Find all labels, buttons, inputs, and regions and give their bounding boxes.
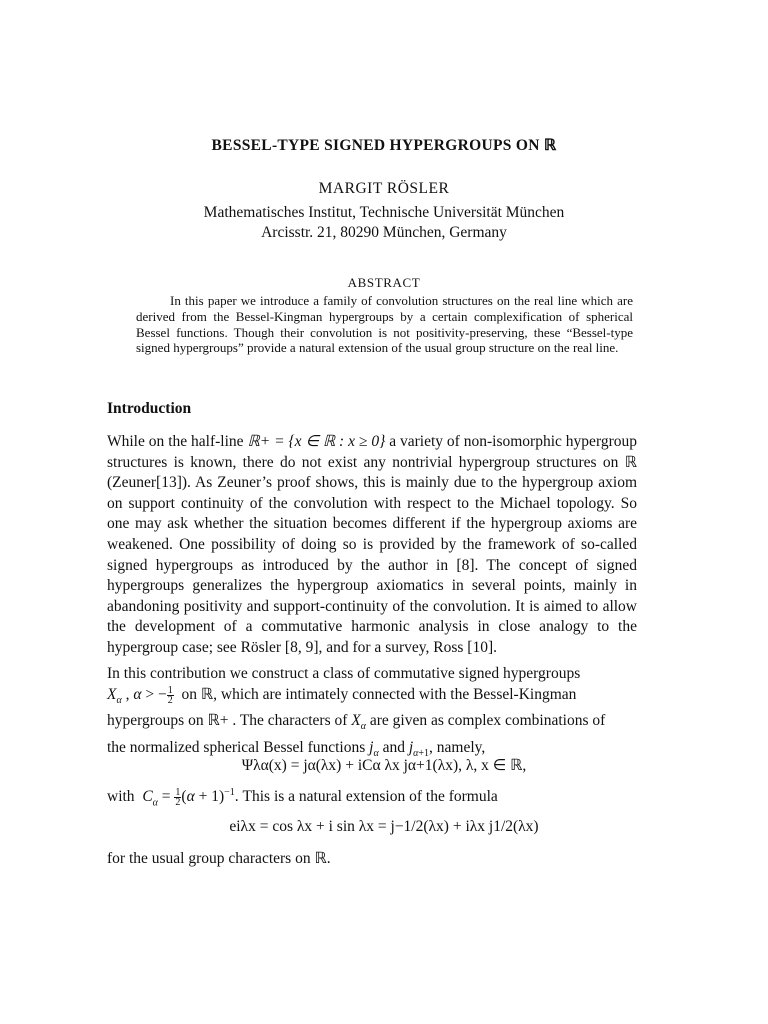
paragraph-2-e: the normalized spherical Bessel functions	[107, 738, 366, 756]
paragraph-2-line-2: $X_\alpha$ , α > − $\frac{1}{2}$ on ℝ, which are intimately connected with the Bessel-Kingman	[107, 684, 577, 706]
author-name: MARGIT RÖSLER	[318, 180, 450, 197]
paragraph-2	[107, 664, 637, 765]
equation-euler: eiλx = cos λx + i sin λx = j−1/2(λx) + iλx j1/2(λx)	[229, 818, 539, 835]
closing-line: for the usual group characters on ℝ.	[107, 850, 331, 867]
paper-title: BESSEL-TYPE SIGNED HYPERGROUPS ON ℝ	[211, 137, 557, 154]
paragraph-2-line-3: hypergroups on ℝ+ . The characters of $X_\alpha$ are given as complex combinations of	[107, 712, 606, 733]
paragraph-2-d: are given as complex combinations of	[369, 712, 606, 730]
paragraph-1	[107, 432, 637, 659]
paragraph-2-line-4: the normalized spherical Bessel functions $j_\alpha$ and $j_{\alpha+1}$, namely,	[107, 738, 486, 760]
paragraph-2-line-1: In this contribution we construct a class of commutative signed hypergroups	[107, 665, 581, 682]
abstract-heading: ABSTRACT	[347, 275, 421, 290]
with-word: with	[107, 788, 135, 806]
paragraph-2-c: hypergroups on ℝ+ . The characters of	[107, 712, 348, 730]
paragraph-1-rest: a variety of non-isomorphic hypergroup structures is known, there do not exist any nontrivial hypergroup structures on ℝ (Zeuner[13]). As Zeuner’s proof shows, this is mainly due to the hypergroup axiom on support continuity of the convolution with respect to the Michael topology. So one may ask whether the situation becomes different if the hypergroup axioms are weakened. One possibility of doing so is provided by the framework of so-called signed hypergroups as introduced by the author in [8]. The concept of signed hypergroups generalizes the hypergroup axiomatics in several points, mainly in abandoning positivity and support-continuity of the convolution. It is aimed to allow the development of a commutative harmonic analysis in close analogy to the hypergroup case; see Rösler [8, 9], and for a survey, Ross [10].	[107, 433, 637, 656]
section-heading: Introduction	[107, 400, 192, 417]
equation-characters: Ψλα(x) = jα(λx) + iCα λx jα+1(λx), λ, x ∈ ℝ,	[241, 757, 527, 774]
half-line-set: ℝ+ = {x ∈ ℝ : x ≥ 0}	[247, 433, 386, 450]
fraction-one-half: $\frac{1}{2}$	[167, 684, 173, 706]
with-tail: . This is a natural extension of the formula	[234, 788, 498, 806]
paragraph-2-f: and	[382, 738, 405, 756]
affiliation-line-1: Mathematisches Institut, Technische Universität München	[203, 204, 565, 221]
paragraph-1-lead: While on the half-line	[107, 433, 248, 450]
constant-line: with $C_\alpha$ = $\frac{1}{2}$ $(\alpha + 1)^{-1}$. This is a natural extension of the formula	[107, 787, 498, 809]
affiliation-line-2: Arcisstr. 21, 80290 München, Germany	[261, 224, 507, 241]
paragraph-2-g: , namely,	[429, 738, 486, 756]
abstract-text: In this paper we introduce a family of convolution structures on the real line which are derived from the Bessel-Kingman hypergroups by a certain complexification of spherical Bessel functions. Though their convolution is not positivity-preserving, these “Bessel-type signed hypergroups” provide a natural extension of the usual group structure on the real line.	[136, 293, 633, 356]
fraction-one-half-2: $\frac{1}{2}$	[175, 787, 181, 809]
paragraph-2-b: on ℝ, which are intimately connected with the Bessel-Kingman	[181, 685, 577, 703]
